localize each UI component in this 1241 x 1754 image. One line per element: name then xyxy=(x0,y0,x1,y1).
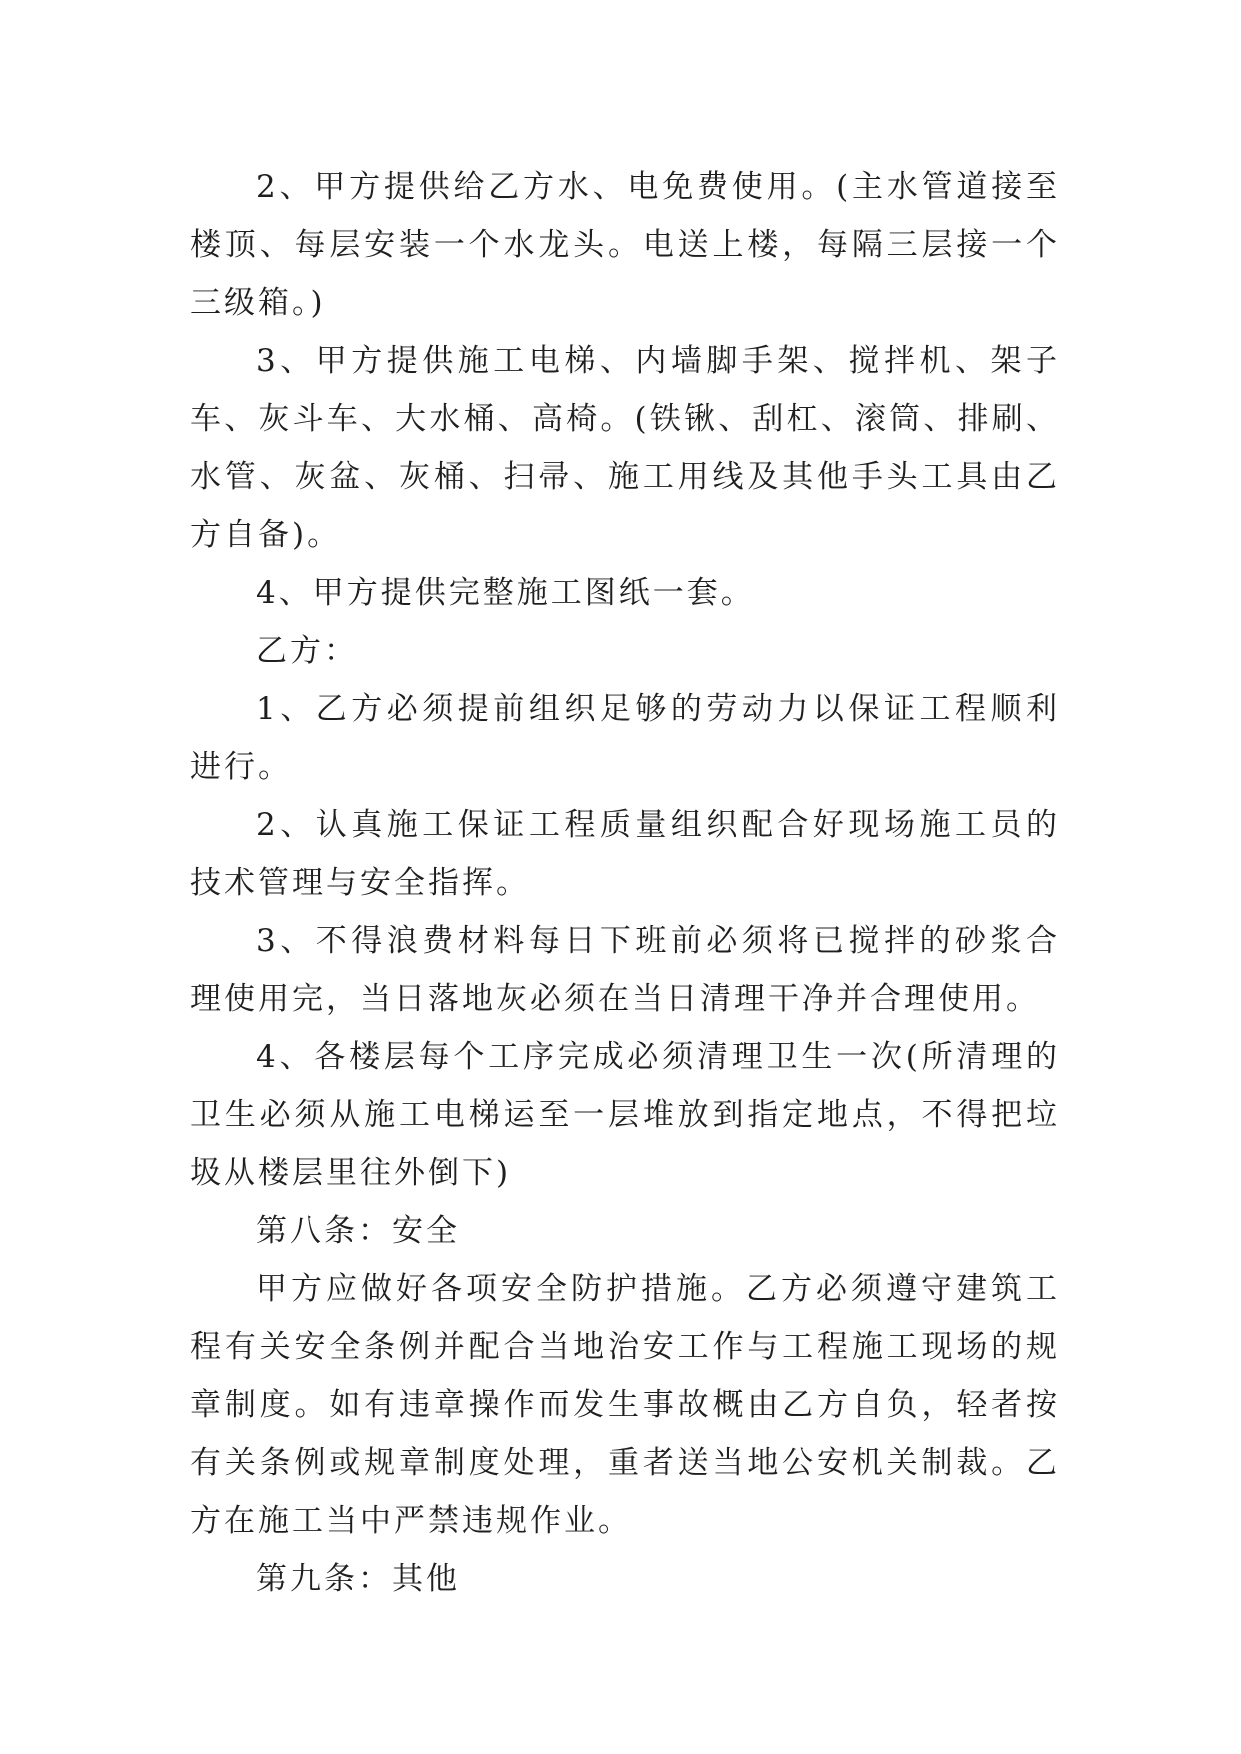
clause-paragraph-cleanup: 4、各楼层每个工序完成必须清理卫生一次(所清理的卫生必须从施工电梯运至一层堆放到指定地点，不得把垃圾从楼层里往外倒下) xyxy=(190,1039,1060,1191)
clause-paragraph-water-electricity: 2、甲方提供给乙方水、电免费使用。(主水管道接至楼顶、每层安装一个水龙头。电送上楼，每隔三层接一个三级箱。) xyxy=(190,169,1060,321)
article-nine-heading: 第九条：其他 xyxy=(256,1561,460,1597)
article-eight-heading: 第八条：安全 xyxy=(256,1213,460,1249)
clause-paragraph-safety: 甲方应做好各项安全防护措施。乙方必须遵守建筑工程有关安全条例并配合当地治安工作与工程施工现场的规章制度。如有违章操作而发生事故概由乙方自负，轻者按有关条例或规章制度处理，重者送当地公安机关制裁。乙方在施工当中严禁违规作业。 xyxy=(190,1271,1060,1539)
clause-paragraph-equipment: 3、甲方提供施工电梯、内墙脚手架、搅拌机、架子车、灰斗车、大水桶、高椅。(铁锹、刮杠、滚筒、排刷、水管、灰盆、灰桶、扫帚、施工用线及其他手头工具由乙方自备)。 xyxy=(190,343,1060,553)
clause-paragraph-quality: 2、认真施工保证工程质量组织配合好现场施工员的技术管理与安全指挥。 xyxy=(190,807,1060,901)
party-b-heading: 乙方： xyxy=(256,633,358,669)
document-body xyxy=(190,158,1060,1608)
clause-paragraph-drawings: 4、甲方提供完整施工图纸一套。 xyxy=(256,575,755,611)
clause-paragraph-labor: 1、乙方必须提前组织足够的劳动力以保证工程顺利进行。 xyxy=(190,691,1060,785)
clause-paragraph-materials: 3、不得浪费材料每日下班前必须将已搅拌的砂浆合理使用完，当日落地灰必须在当日清理干净并合理使用。 xyxy=(190,923,1060,1017)
